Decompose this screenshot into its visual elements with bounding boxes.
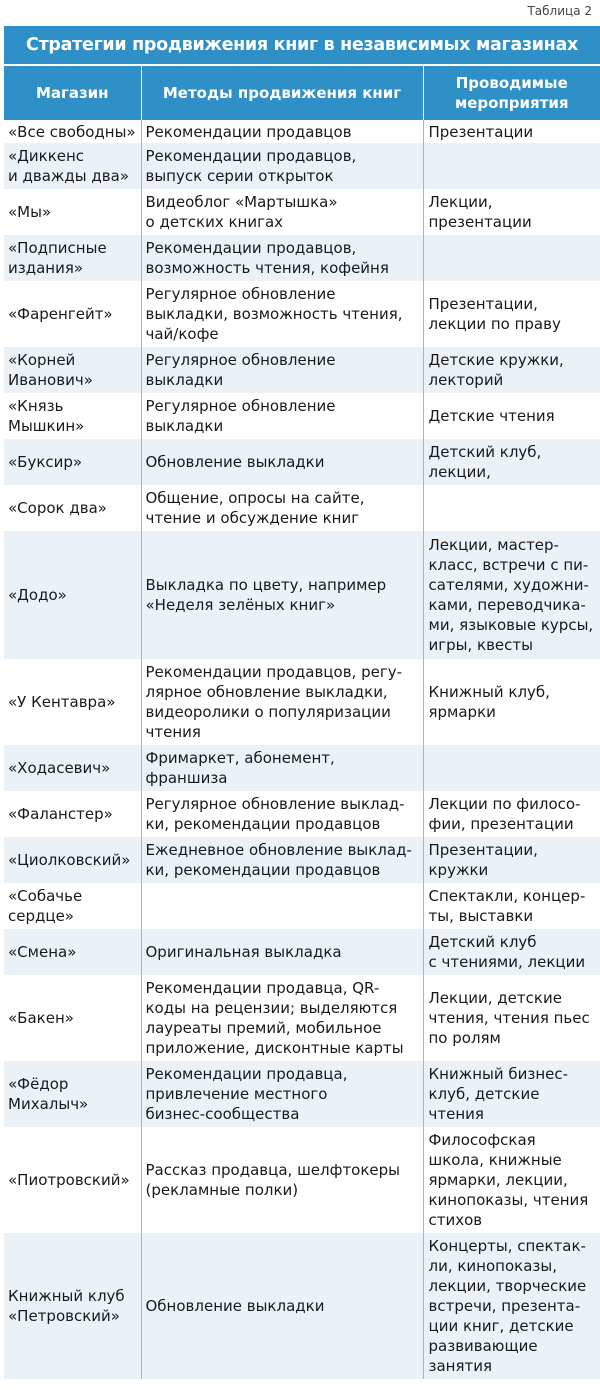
- cell-store: «Собачье сердце»: [4, 883, 141, 929]
- table-header-row: [4, 66, 600, 120]
- cell-events: Детский клуб, лекции,: [423, 439, 600, 485]
- cell-methods: Рекомендации продавцов, возможность чтения, кофейня: [141, 235, 423, 281]
- header-store: Магазин: [4, 66, 141, 120]
- table-row: [4, 745, 600, 791]
- cell-events: Философская школа, книжные ярмарки, лекции, кинопоказы, чтения стихов: [423, 1127, 600, 1233]
- cell-store: «Циолковский»: [4, 837, 141, 883]
- cell-events: Спектакли, концер- ты, выставки: [423, 883, 600, 929]
- cell-methods: Рекомендации продавца, привлечение местного бизнес-сообщества: [141, 1061, 423, 1127]
- table-row: [4, 439, 600, 485]
- cell-methods: Обновление выкладки: [141, 439, 423, 485]
- cell-methods: Регулярное обновление выкладки: [141, 347, 423, 393]
- table-caption: Таблица 2: [527, 4, 592, 18]
- cell-store: «Бакен»: [4, 975, 141, 1061]
- table-row: [4, 393, 600, 439]
- cell-events: Лекции, мастер- класс, встречи с пи- сателями, художни- ками, переводчика- ми, языковые курсы, игры, квесты: [423, 531, 600, 659]
- cell-store: «Буксир»: [4, 439, 141, 485]
- cell-methods: Рекомендации продавцов, регу- лярное обновление выкладки, видеоролики о популяризации чтения: [141, 659, 423, 745]
- cell-events: Детские кружки, лекторий: [423, 347, 600, 393]
- cell-store: «Додо»: [4, 531, 141, 659]
- cell-events: Детский клуб с чтениями, лекции: [423, 929, 600, 975]
- cell-store: «Смена»: [4, 929, 141, 975]
- table-row: [4, 281, 600, 347]
- cell-methods: Выкладка по цвету, например «Неделя зелёных книг»: [141, 531, 423, 659]
- cell-events: Концерты, спектак- ли, кинопоказы, лекции, творческие встречи, презента- ции книг, детские развивающие занятия: [423, 1233, 600, 1379]
- cell-store: «Подписные издания»: [4, 235, 141, 281]
- cell-store: «Диккенс и дважды два»: [4, 143, 141, 189]
- table-row: [4, 1127, 600, 1233]
- cell-methods: [141, 883, 423, 929]
- table-row: [4, 189, 600, 235]
- cell-methods: Оригинальная выкладка: [141, 929, 423, 975]
- cell-methods: Рекомендации продавцов, выпуск серии открыток: [141, 143, 423, 189]
- cell-events: Книжный бизнес- клуб, детские чтения: [423, 1061, 600, 1127]
- cell-methods: Рекомендации продавца, QR- коды на рецензии; выделяются лауреаты премий, мобильное приложение, дисконтные карты: [141, 975, 423, 1061]
- table-row: [4, 347, 600, 393]
- cell-events: Презентации: [423, 120, 600, 143]
- table-row: [4, 975, 600, 1061]
- cell-store: «У Кентавра»: [4, 659, 141, 745]
- table-row: [4, 1061, 600, 1127]
- cell-events: Лекции, детские чтения, чтения пьес по ролям: [423, 975, 600, 1061]
- cell-events: Детские чтения: [423, 393, 600, 439]
- cell-store: «Все свободны»: [4, 120, 141, 143]
- header-methods: Методы продвижения книг: [141, 66, 423, 120]
- cell-methods: Рассказ продавца, шелфтокеры (рекламные полки): [141, 1127, 423, 1233]
- cell-store: «Мы»: [4, 189, 141, 235]
- cell-store: «Пиотровский»: [4, 1127, 141, 1233]
- cell-store: «Фёдор Михалыч»: [4, 1061, 141, 1127]
- cell-store: «Князь Мышкин»: [4, 393, 141, 439]
- cell-methods: Общение, опросы на сайте, чтение и обсуждение книг: [141, 485, 423, 531]
- cell-methods: Регулярное обновление выкладки, возможность чтения, чай/кофе: [141, 281, 423, 347]
- table-row: [4, 659, 600, 745]
- table-title: Стратегии продвижения книг в независимых магазинах: [4, 26, 600, 64]
- table-row: [4, 929, 600, 975]
- cell-events: [423, 485, 600, 531]
- cell-events: Лекции, презентации: [423, 189, 600, 235]
- cell-events: Книжный клуб, ярмарки: [423, 659, 600, 745]
- table-row: [4, 791, 600, 837]
- cell-events: Презентации, лекции по праву: [423, 281, 600, 347]
- cell-events: [423, 143, 600, 189]
- cell-store: «Корней Иванович»: [4, 347, 141, 393]
- cell-events: [423, 235, 600, 281]
- cell-events: [423, 745, 600, 791]
- table-row: [4, 143, 600, 189]
- table-row: [4, 837, 600, 883]
- cell-events: Презентации, кружки: [423, 837, 600, 883]
- table-row: [4, 485, 600, 531]
- cell-store: «Ходасевич»: [4, 745, 141, 791]
- cell-methods: Ежедневное обновление выклад- ки, рекомендации продавцов: [141, 837, 423, 883]
- cell-store: «Фаланстер»: [4, 791, 141, 837]
- cell-methods: Видеоблог «Мартышка» о детских книгах: [141, 189, 423, 235]
- table-row: [4, 235, 600, 281]
- cell-store: Книжный клуб «Петровский»: [4, 1233, 141, 1379]
- cell-methods: Фримаркет, абонемент, франшиза: [141, 745, 423, 791]
- cell-methods: Обновление выкладки: [141, 1233, 423, 1379]
- cell-methods: Регулярное обновление выкладки: [141, 393, 423, 439]
- promotion-strategies-table: [4, 66, 600, 1379]
- table-row: [4, 120, 600, 143]
- cell-store: «Фаренгейт»: [4, 281, 141, 347]
- cell-methods: Рекомендации продавцов: [141, 120, 423, 143]
- table-row: [4, 883, 600, 929]
- cell-events: Лекции по филосо- фии, презентации: [423, 791, 600, 837]
- table-row: [4, 531, 600, 659]
- cell-store: «Сорок два»: [4, 485, 141, 531]
- header-events: Проводимые мероприятия: [423, 66, 600, 120]
- cell-methods: Регулярное обновление выклад- ки, рекомендации продавцов: [141, 791, 423, 837]
- table-row: [4, 1233, 600, 1379]
